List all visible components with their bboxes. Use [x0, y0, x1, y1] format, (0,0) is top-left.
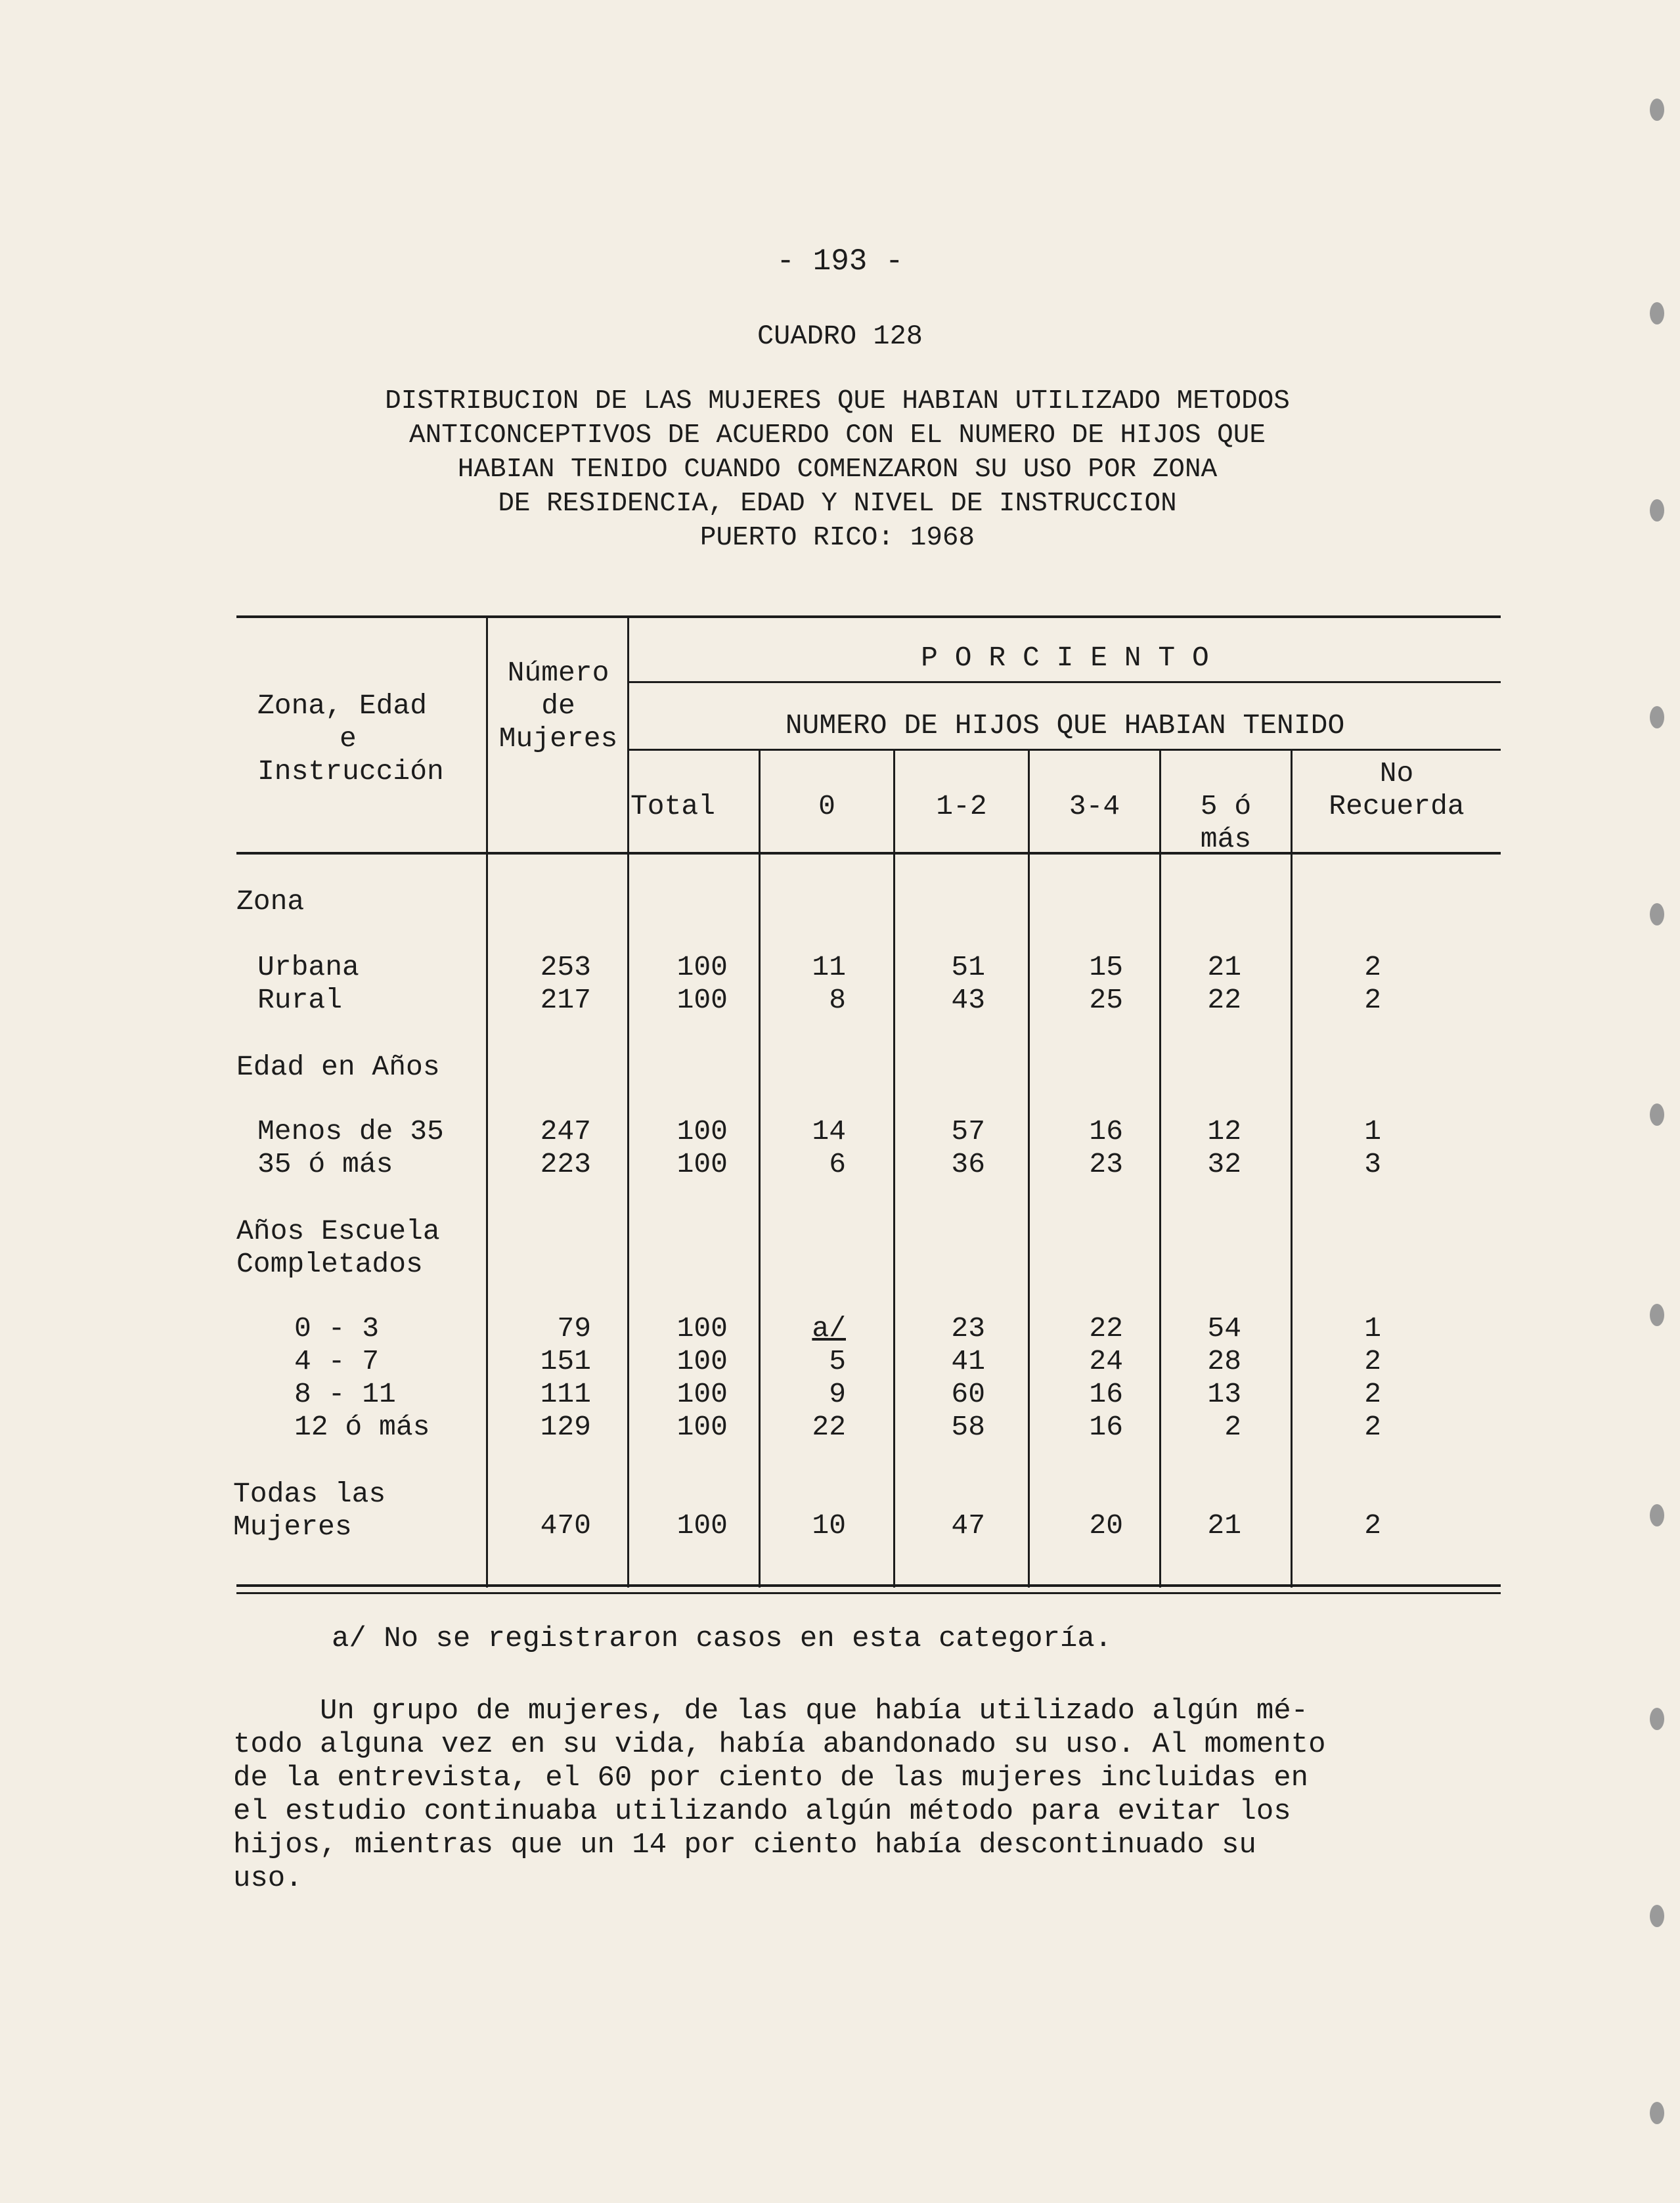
- cell-c0: a/: [812, 1312, 846, 1345]
- page-number: - 193 -: [776, 244, 904, 278]
- table-number: CUADRO 128: [757, 321, 923, 352]
- cell-total: 100: [676, 1345, 728, 1377]
- row-label: Rural: [257, 984, 343, 1016]
- cell-total: 100: [676, 1411, 728, 1443]
- table-top-rule: [236, 615, 1501, 618]
- cell-c34: 24: [1089, 1345, 1123, 1377]
- cell-c5: 28: [1207, 1345, 1241, 1377]
- binder-hole: [1650, 302, 1664, 324]
- cell-c12: 60: [951, 1378, 985, 1410]
- section-label-line: Años Escuela: [236, 1215, 440, 1247]
- cell-n: 223: [540, 1148, 591, 1180]
- cell-nr: 2: [1364, 984, 1381, 1016]
- cell-c0: 10: [812, 1509, 846, 1542]
- row-label: 0 - 3: [294, 1312, 380, 1345]
- cell-c0: 6: [829, 1148, 846, 1180]
- binder-hole: [1650, 99, 1664, 121]
- cell-total: 100: [676, 1378, 728, 1410]
- cell-nr: 2: [1364, 1509, 1381, 1542]
- cell-nr: 2: [1364, 1345, 1381, 1377]
- header-text: Instrucción: [257, 755, 444, 788]
- header-text: Número: [507, 657, 609, 689]
- row-label: 4 - 7: [294, 1345, 380, 1377]
- title-line: PUERTO RICO: 1968: [699, 523, 975, 553]
- cell-nr: 2: [1364, 951, 1381, 983]
- binder-hole: [1650, 1103, 1664, 1126]
- three-four-header: 3-4: [1069, 790, 1120, 822]
- cell-c34: 16: [1089, 1115, 1123, 1147]
- cell-c0: 11: [812, 951, 846, 983]
- paragraph-line: el estudio continuaba utilizando algún método para evitar los: [233, 1795, 1291, 1828]
- cell-total: 100: [676, 1115, 728, 1147]
- binder-hole: [1650, 1504, 1664, 1526]
- numero-hijos-header: NUMERO DE HIJOS QUE HABIAN TENIDO: [785, 709, 1345, 742]
- por-ciento-rule: [627, 681, 1501, 683]
- cell-c12: 36: [951, 1148, 985, 1180]
- cell-c34: 16: [1089, 1378, 1123, 1410]
- cell-total: 100: [676, 951, 728, 983]
- row-label: 8 - 11: [294, 1378, 396, 1410]
- cell-c5: 21: [1207, 1509, 1241, 1542]
- cell-c5: 12: [1207, 1115, 1241, 1147]
- cell-c0: 22: [812, 1411, 846, 1443]
- header-text: de: [541, 690, 575, 722]
- cell-n: 79: [557, 1312, 591, 1345]
- cell-c34: 25: [1089, 984, 1123, 1016]
- cell-c5: 13: [1207, 1378, 1241, 1410]
- cell-total: 100: [676, 1148, 728, 1180]
- cell-n: 470: [540, 1509, 591, 1542]
- cell-c34: 23: [1089, 1148, 1123, 1180]
- cell-total: 100: [676, 1509, 728, 1542]
- binder-hole: [1650, 1708, 1664, 1730]
- title-line: HABIAN TENIDO CUANDO COMENZARON SU USO POR ZONA: [457, 455, 1218, 485]
- cell-c0: 14: [812, 1115, 846, 1147]
- cell-n: 253: [540, 951, 591, 983]
- section-label-edad: Edad en Años: [236, 1051, 440, 1083]
- cell-c0: 8: [829, 984, 846, 1016]
- cell-n: 217: [540, 984, 591, 1016]
- section-label-line: Completados: [236, 1248, 423, 1280]
- row-label: Menos de 35: [257, 1115, 444, 1147]
- paragraph-line: de la entrevista, el 60 por ciento de las mujeres incluidas en: [233, 1762, 1309, 1794]
- header-text: 5 ó: [1200, 790, 1252, 822]
- binder-hole: [1650, 903, 1664, 925]
- binder-hole: [1650, 499, 1664, 522]
- cell-c0: 5: [829, 1345, 846, 1377]
- cell-total: 100: [676, 984, 728, 1016]
- cell-c12: 41: [951, 1345, 985, 1377]
- cell-c34: 15: [1089, 951, 1123, 983]
- cell-nr: 3: [1364, 1148, 1381, 1180]
- cell-nr: 1: [1364, 1312, 1381, 1345]
- cell-c12: 47: [951, 1509, 985, 1542]
- cell-c5: 54: [1207, 1312, 1241, 1345]
- title-line: DISTRIBUCION DE LAS MUJERES QUE HABIAN UTILIZADO METODOS: [385, 386, 1290, 416]
- paragraph-line: Un grupo de mujeres, de las que había utilizado algún mé-: [233, 1695, 1309, 1727]
- cell-c12: 43: [951, 984, 985, 1016]
- cell-c5: 2: [1224, 1411, 1241, 1443]
- row-label: 35 ó más: [257, 1148, 393, 1180]
- header-text: Recuerda: [1329, 790, 1465, 822]
- row-label: Mujeres: [233, 1511, 352, 1543]
- cell-c34: 16: [1089, 1411, 1123, 1443]
- header-text: más: [1200, 823, 1252, 855]
- binder-hole: [1650, 1905, 1664, 1927]
- title-line: ANTICONCEPTIVOS DE ACUERDO CON EL NUMERO DE HIJOS QUE: [409, 420, 1266, 451]
- binder-hole: [1650, 2102, 1664, 2124]
- cell-nr: 1: [1364, 1115, 1381, 1147]
- paragraph-line: todo alguna vez en su vida, había abandonado su uso. Al momento: [233, 1728, 1326, 1761]
- cell-c12: 23: [951, 1312, 985, 1345]
- header-text: e: [340, 723, 357, 755]
- cell-total: 100: [676, 1312, 728, 1345]
- header-bottom-rule: [236, 852, 1501, 855]
- footnote: a/ No se registraron casos en esta categoría.: [332, 1622, 1113, 1655]
- table-title: [197, 384, 1478, 555]
- cell-c5: 21: [1207, 951, 1241, 983]
- cell-c12: 57: [951, 1115, 985, 1147]
- header-text: No: [1379, 757, 1414, 790]
- header-text: Zona, Edad: [257, 690, 428, 722]
- table-bottom-rule: [236, 1584, 1501, 1587]
- cell-c12: 58: [951, 1411, 985, 1443]
- por-ciento-header: P O R C I E N T O: [921, 642, 1209, 674]
- cell-c12: 51: [951, 951, 985, 983]
- cell-n: 151: [540, 1345, 591, 1377]
- header-text: Mujeres: [498, 723, 618, 755]
- paragraph-line: hijos, mientras que un 14 por ciento había descontinuado su: [233, 1829, 1256, 1861]
- cell-c0: 9: [829, 1378, 846, 1410]
- table-bottom-rule-2: [236, 1592, 1501, 1594]
- paragraph-line: uso.: [233, 1862, 303, 1895]
- cell-c5: 22: [1207, 984, 1241, 1016]
- total-header: Total: [630, 790, 716, 822]
- binder-hole: [1650, 1304, 1664, 1326]
- row-label: Urbana: [257, 951, 359, 983]
- cell-nr: 2: [1364, 1411, 1381, 1443]
- cell-n: 111: [540, 1378, 591, 1410]
- binder-hole: [1650, 706, 1664, 728]
- cell-n: 129: [540, 1411, 591, 1443]
- cell-nr: 2: [1364, 1378, 1381, 1410]
- row-label: Todas las: [233, 1478, 386, 1510]
- body-paragraph: [233, 1695, 1514, 1896]
- cell-c34: 22: [1089, 1312, 1123, 1345]
- section-label-zona: Zona: [236, 885, 305, 918]
- one-two-header: 1-2: [936, 790, 987, 822]
- cell-c34: 20: [1089, 1509, 1123, 1542]
- title-line: DE RESIDENCIA, EDAD Y NIVEL DE INSTRUCCION: [498, 489, 1177, 519]
- column-rule: [486, 617, 488, 1588]
- cell-c5: 32: [1207, 1148, 1241, 1180]
- row-label: 12 ó más: [294, 1411, 430, 1443]
- zero-header: 0: [818, 790, 835, 822]
- cell-n: 247: [540, 1115, 591, 1147]
